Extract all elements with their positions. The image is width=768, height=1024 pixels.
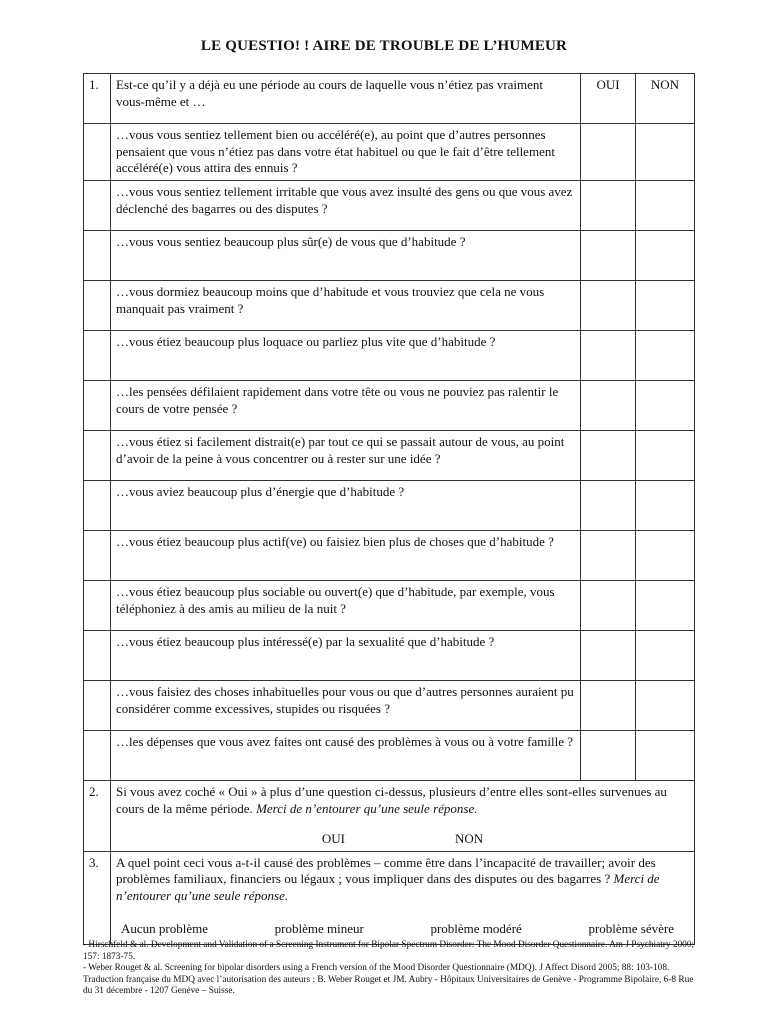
table-row (84, 480, 695, 530)
option-oui[interactable]: OUI (321, 831, 345, 847)
table-row (84, 230, 695, 280)
non-answer-cell[interactable] (636, 330, 695, 380)
table-row (84, 180, 695, 230)
item-text: …les pensées défilaient rapidement dans votre tête ou vous ne pouviez pas ralentir le cours de votre pensée ? (111, 380, 581, 430)
oui-answer-cell[interactable] (581, 680, 636, 730)
non-answer-cell[interactable] (636, 124, 695, 181)
item-text: …vous étiez si facilement distrait(e) par tout ce qui se passait autour de vous, au point d’avoir de la peine à vous concentrer ou à rester sur une idée ? (111, 430, 581, 480)
non-answer-cell[interactable] (636, 230, 695, 280)
oui-answer-cell[interactable] (581, 530, 636, 580)
non-answer-cell[interactable] (636, 480, 695, 530)
question-3-text: A quel point ceci vous a-t-il causé des problèmes – comme être dans l’incapacité de travailler; avoir des problèmes familiaux, financiers ou légaux ; vous impliquer dans des disputes ou des bagarres ? (116, 854, 656, 887)
oui-answer-cell[interactable] (581, 580, 636, 630)
question-2-options (116, 831, 689, 848)
question-number: 3. (84, 851, 111, 945)
question-number: 1. (84, 74, 111, 124)
oui-column-header: OUI (581, 74, 636, 124)
item-text: …vous vous sentiez tellement bien ou accéléré(e), au point que d’autres personnes pensaient que vous n’étiez pas dans votre état habituel ou que le fait d’être tellement accéléré(e) vous attira des ennuis ? (111, 124, 581, 181)
oui-answer-cell[interactable] (581, 330, 636, 380)
item-text: …vous étiez beaucoup plus loquace ou parliez plus vite que d’habitude ? (111, 330, 581, 380)
oui-answer-cell[interactable] (581, 380, 636, 430)
item-text: …vous faisiez des choses inhabituelles pour vous ou que d’autres personnes auraient pu considérer comme excessives, stupides ou risquées ? (111, 680, 581, 730)
table-row (84, 580, 695, 630)
table-row (84, 430, 695, 480)
oui-answer-cell[interactable] (581, 730, 636, 780)
item-text: …vous vous sentiez tellement irritable que vous avez insulté des gens ou que vous avez déclenché des bagarres ou des disputes ? (111, 180, 581, 230)
reference-line: - Weber Rouget & al. Screening for bipolar disorders using a French version of the Mood Disorder Questionnaire (MDQ). J Affect Disord 2005; 88: 103-108. (83, 963, 670, 974)
oui-answer-cell[interactable] (581, 430, 636, 480)
table-row (84, 680, 695, 730)
number-cell (84, 124, 111, 181)
number-cell (84, 630, 111, 680)
question-2-cell (111, 780, 695, 851)
table-row (84, 630, 695, 680)
table-row (84, 530, 695, 580)
question-3-instruction: Merci de n’entourer qu’une seule réponse. (116, 871, 660, 903)
oui-answer-cell[interactable] (581, 180, 636, 230)
item-text: …les dépenses que vous avez faites ont causé des problèmes à vous ou à votre famille ? (111, 730, 581, 780)
option-moderate-problem[interactable]: problème modéré (430, 920, 522, 936)
non-answer-cell[interactable] (636, 580, 695, 630)
option-severe-problem[interactable]: problème sévère (588, 920, 674, 936)
oui-answer-cell[interactable] (581, 230, 636, 280)
question-2-row (84, 780, 695, 851)
number-cell (84, 480, 111, 530)
translation-credit: Traduction française du MDQ avec l’autorisation des auteurs : B. Weber Rouget et JM. Aubry - Hôpitaux Universitaires de Genève - Programme Bipolaire, 6-8 Rue du 31 décembre - 1207 Genève – Suisse. (83, 974, 694, 997)
non-answer-cell[interactable] (636, 630, 695, 680)
question-3-row (84, 851, 695, 945)
number-cell (84, 580, 111, 630)
oui-answer-cell[interactable] (581, 280, 636, 330)
oui-answer-cell[interactable] (581, 480, 636, 530)
question-1-intro: Est-ce qu’il y a déjà eu une période au cours de laquelle vous n’étiez pas vraiment vous-même et … (111, 74, 581, 124)
number-cell (84, 430, 111, 480)
table-row (84, 330, 695, 380)
item-text: …vous aviez beaucoup plus d’énergie que d’habitude ? (111, 480, 581, 530)
non-column-header: NON (636, 74, 695, 124)
item-text: …vous dormiez beaucoup moins que d’habitude et vous trouviez que cela ne vous manquait pas vraiment ? (111, 280, 581, 330)
page-title: LE QUESTIO! ! AIRE DE TROUBLE DE L’HUMEUR (200, 38, 568, 54)
non-answer-cell[interactable] (636, 680, 695, 730)
non-answer-cell[interactable] (636, 380, 695, 430)
non-answer-cell[interactable] (636, 430, 695, 480)
number-cell (84, 230, 111, 280)
item-text: …vous étiez beaucoup plus sociable ou ouvert(e) que d’habitude, par exemple, vous téléphoniez à des amis au milieu de la nuit ? (111, 580, 581, 630)
option-minor-problem[interactable]: problème mineur (274, 920, 364, 936)
references-footer (83, 940, 698, 998)
option-non[interactable]: NON (454, 831, 484, 847)
question-2-instruction: Merci de n’entourer qu’une seule réponse. (256, 800, 478, 816)
question-1-intro-row (84, 74, 695, 124)
number-cell (84, 330, 111, 380)
number-cell (84, 380, 111, 430)
non-answer-cell[interactable] (636, 530, 695, 580)
question-number: 2. (84, 780, 111, 851)
non-answer-cell[interactable] (636, 730, 695, 780)
reference-line: - Hirschfeld & al. Development and Validation of a Screening Instrument for Bipolar Spectrum Disorder: The Mood Disorder Questionnaire. Am J Psychiatry 2000; 157: 1873-75. (83, 940, 695, 962)
question-2-text: Si vous avez coché « Oui » à plus d’une question ci-dessus, plusieurs d’entre elles sont-elles survenues au cours de la même période. (116, 783, 667, 816)
item-text: …vous étiez beaucoup plus actif(ve) ou faisiez bien plus de choses que d’habitude ? (111, 530, 581, 580)
question-3-cell (111, 851, 695, 945)
item-text: …vous étiez beaucoup plus intéressé(e) par la sexualité que d’habitude ? (111, 630, 581, 680)
non-answer-cell[interactable] (636, 280, 695, 330)
non-answer-cell[interactable] (636, 180, 695, 230)
questionnaire-table (83, 73, 695, 945)
table-row (84, 280, 695, 330)
question-3-options (116, 921, 689, 942)
option-no-problem[interactable]: Aucun problème (121, 920, 209, 936)
number-cell (84, 730, 111, 780)
number-cell (84, 530, 111, 580)
item-text: …vous vous sentiez beaucoup plus sûr(e) de vous que d’habitude ? (111, 230, 581, 280)
oui-answer-cell[interactable] (581, 124, 636, 181)
number-cell (84, 280, 111, 330)
oui-answer-cell[interactable] (581, 630, 636, 680)
table-row (84, 730, 695, 780)
table-row (84, 124, 695, 181)
table-row (84, 380, 695, 430)
number-cell (84, 180, 111, 230)
number-cell (84, 680, 111, 730)
